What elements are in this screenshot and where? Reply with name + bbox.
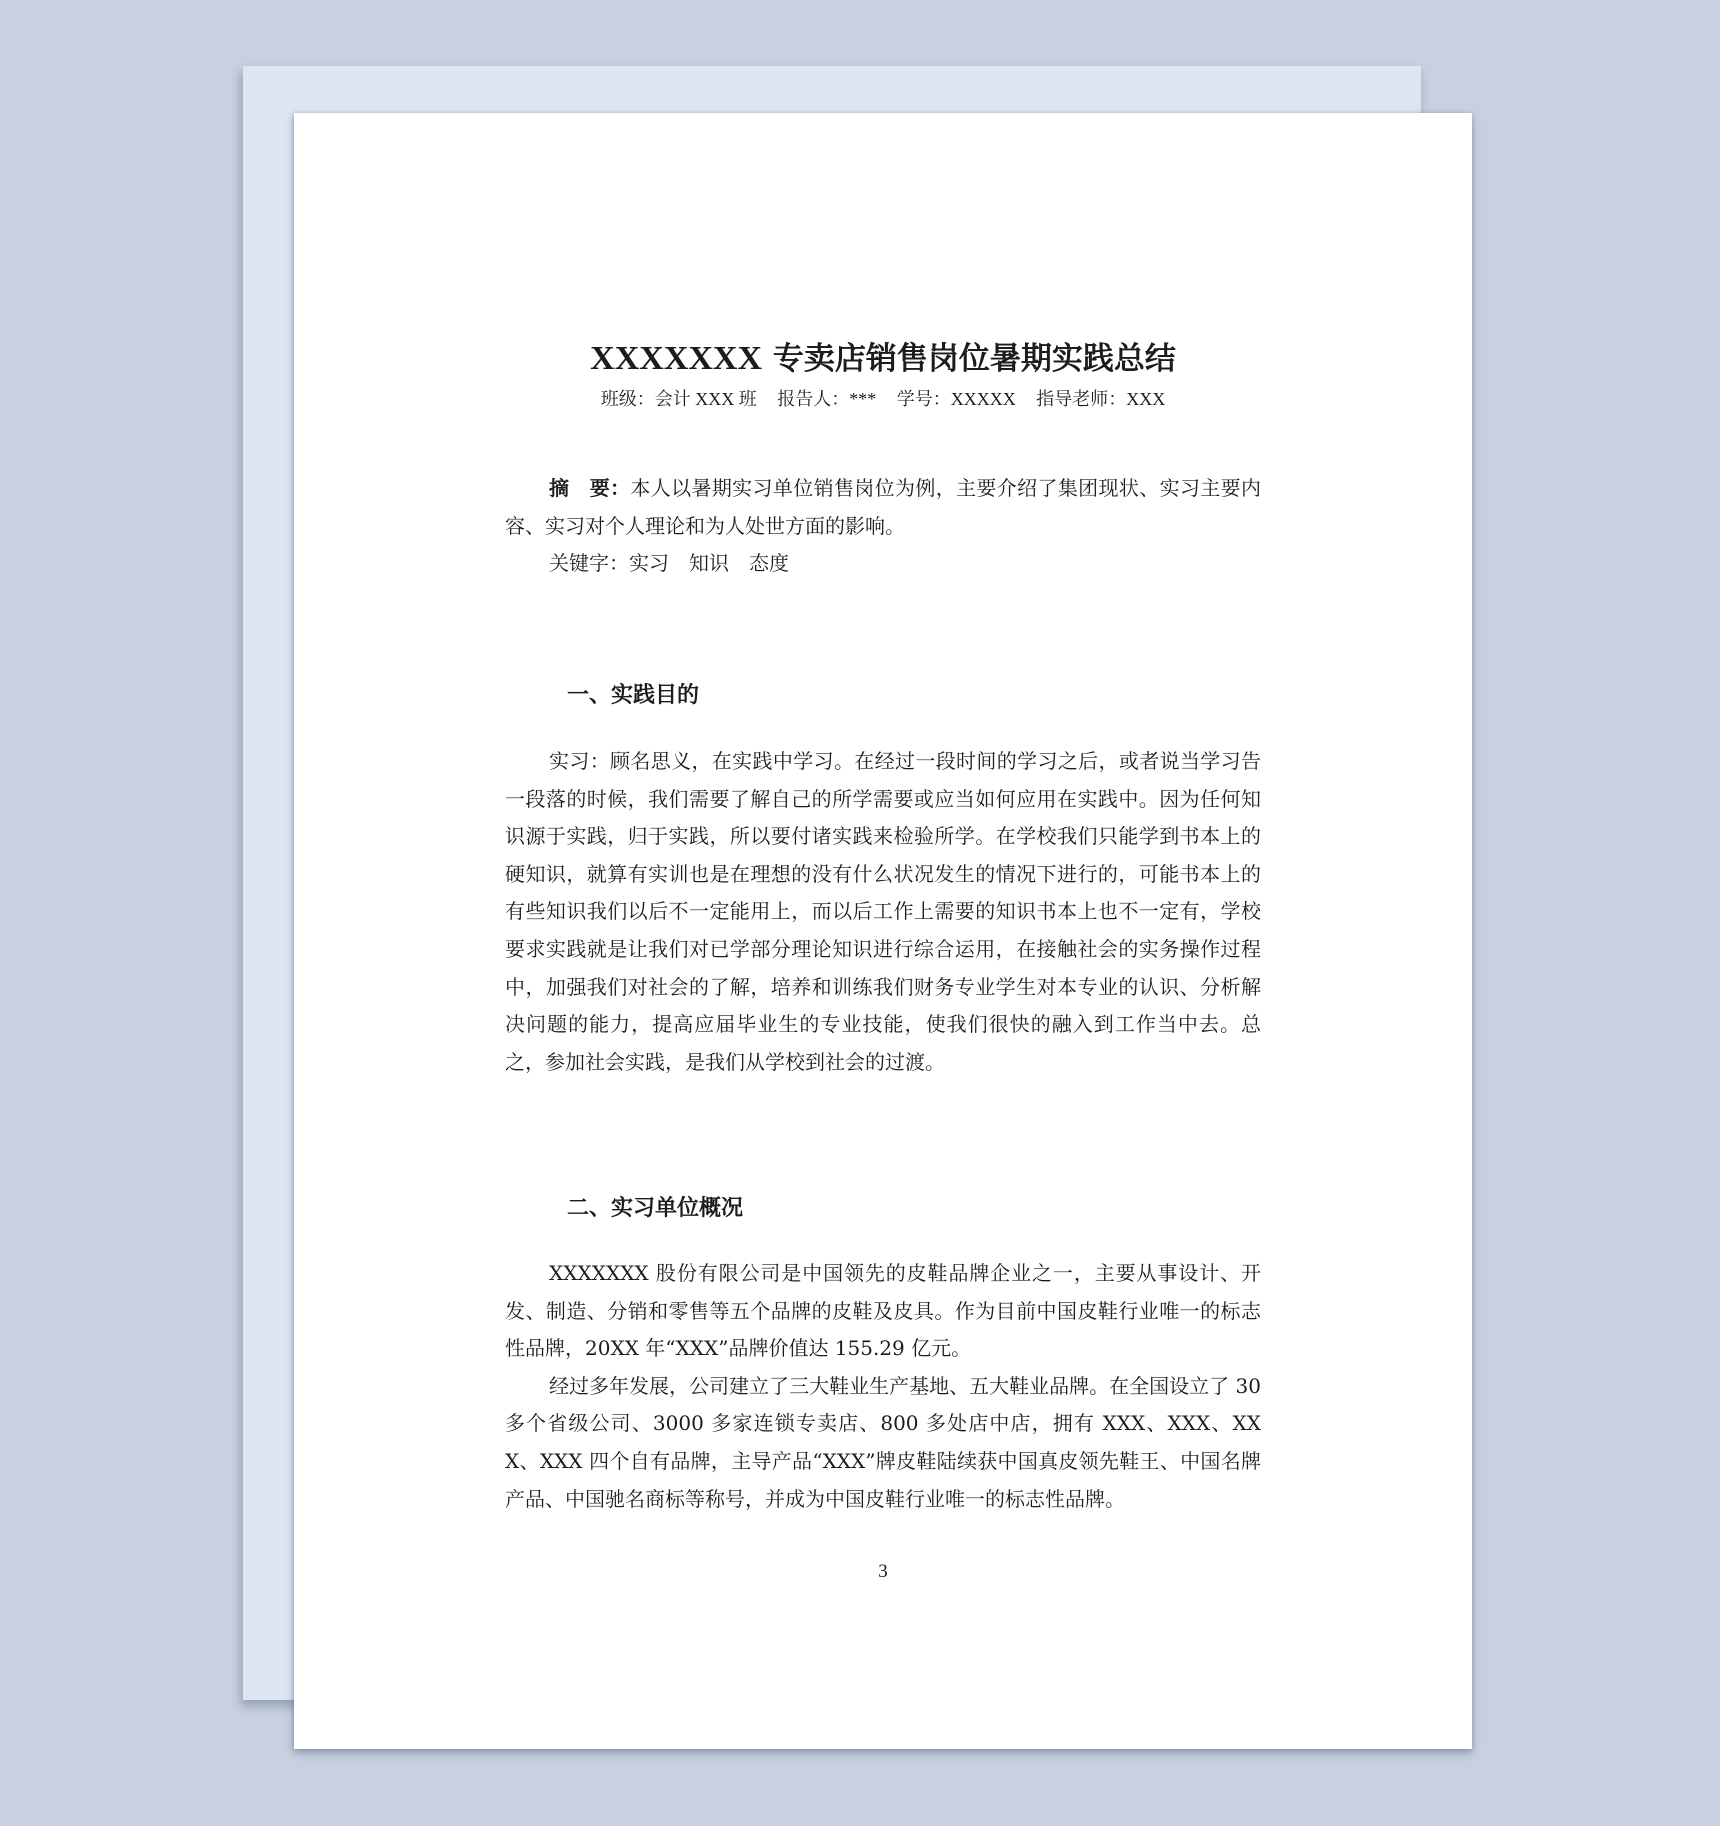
abstract-paragraph <box>505 470 1261 545</box>
title-cjk-part: 专卖店销售岗位暑期实践总结 <box>762 341 1176 377</box>
keywords-paragraph <box>505 545 1261 583</box>
section-heading-2: 二、实习单位概况 <box>567 1196 744 1221</box>
keywords-label: 关键字： <box>549 551 629 576</box>
section-heading-1: 一、实践目的 <box>567 683 700 708</box>
section-2-paragraph-1: XXXXXXX 股份有限公司是中国领先的皮鞋品牌企业之一，主要从事设计、开发、制造、分销和零售等五个品牌的皮鞋及皮具。作为目前中国皮鞋行业唯一的标志性品牌，20XX 年“XXX”品牌价值达 155.29 亿元。 <box>505 1261 1261 1361</box>
section-2-body <box>505 1255 1261 1518</box>
keywords-text: 实习 知识 态度 <box>629 551 789 576</box>
document-page <box>294 113 1472 1749</box>
section-1-paragraph-1: 实习：顾名思义，在实践中学习。在经过一段时间的学习之后，或者说当学习告一段落的时候，我们需要了解自己的所学需要或应当如何应用在实践中。因为任何知识源于实践，归于实践，所以要付诸实践来检验所学。在学校我们只能学到书本上的硬知识，就算有实训也是在理想的没有什么状况发生的情况下进行的，可能书本上的有些知识我们以后不一定能用上，而以后工作上需要的知识书本上也不一定有，学校要求实践就是让我们对已学部分理论知识进行综合运用，在接触社会的实务操作过程中，加强我们对社会的了解，培养和训练我们财务专业学生对本专业的认识、分析解决问题的能力，提高应届毕业生的专业技能，使我们很快的融入到工作当中去。总之，参加社会实践，是我们从学校到社会的过渡。 <box>505 749 1261 1074</box>
meta-advisor: 指导老师：XXX <box>1036 389 1166 409</box>
section-1-body <box>505 743 1261 1081</box>
abstract-block <box>505 470 1261 583</box>
document-meta-line <box>505 385 1261 411</box>
abstract-label: 摘 要： <box>549 476 631 500</box>
meta-reporter: 报告人：*** <box>777 389 877 409</box>
document-title <box>505 333 1261 378</box>
meta-class: 班级：会计 XXX 班 <box>600 389 757 409</box>
page-number: 3 <box>878 1561 888 1582</box>
abstract-text: 本人以暑期实习单位销售岗位为例，主要介绍了集团现状、实习主要内容、实习对个人理论和为人处世方面的影响。 <box>505 476 1262 538</box>
section-2-paragraph-2: 经过多年发展，公司建立了三大鞋业生产基地、五大鞋业品牌。在全国设立了 30 多个省级公司、3000 多家连锁专卖店、800 多处店中店，拥有 XXX、XXX、XXX、XXX 四个自有品牌，主导产品“XXX”牌皮鞋陆续获中国真皮领先鞋王、中国名牌产品、中国驰名商标等称号，并成为中国皮鞋行业唯一的标志性品牌。 <box>505 1373 1261 1511</box>
meta-student-id: 学号：XXXXX <box>896 389 1016 409</box>
title-latin-part: XXXXXXX <box>590 340 763 377</box>
